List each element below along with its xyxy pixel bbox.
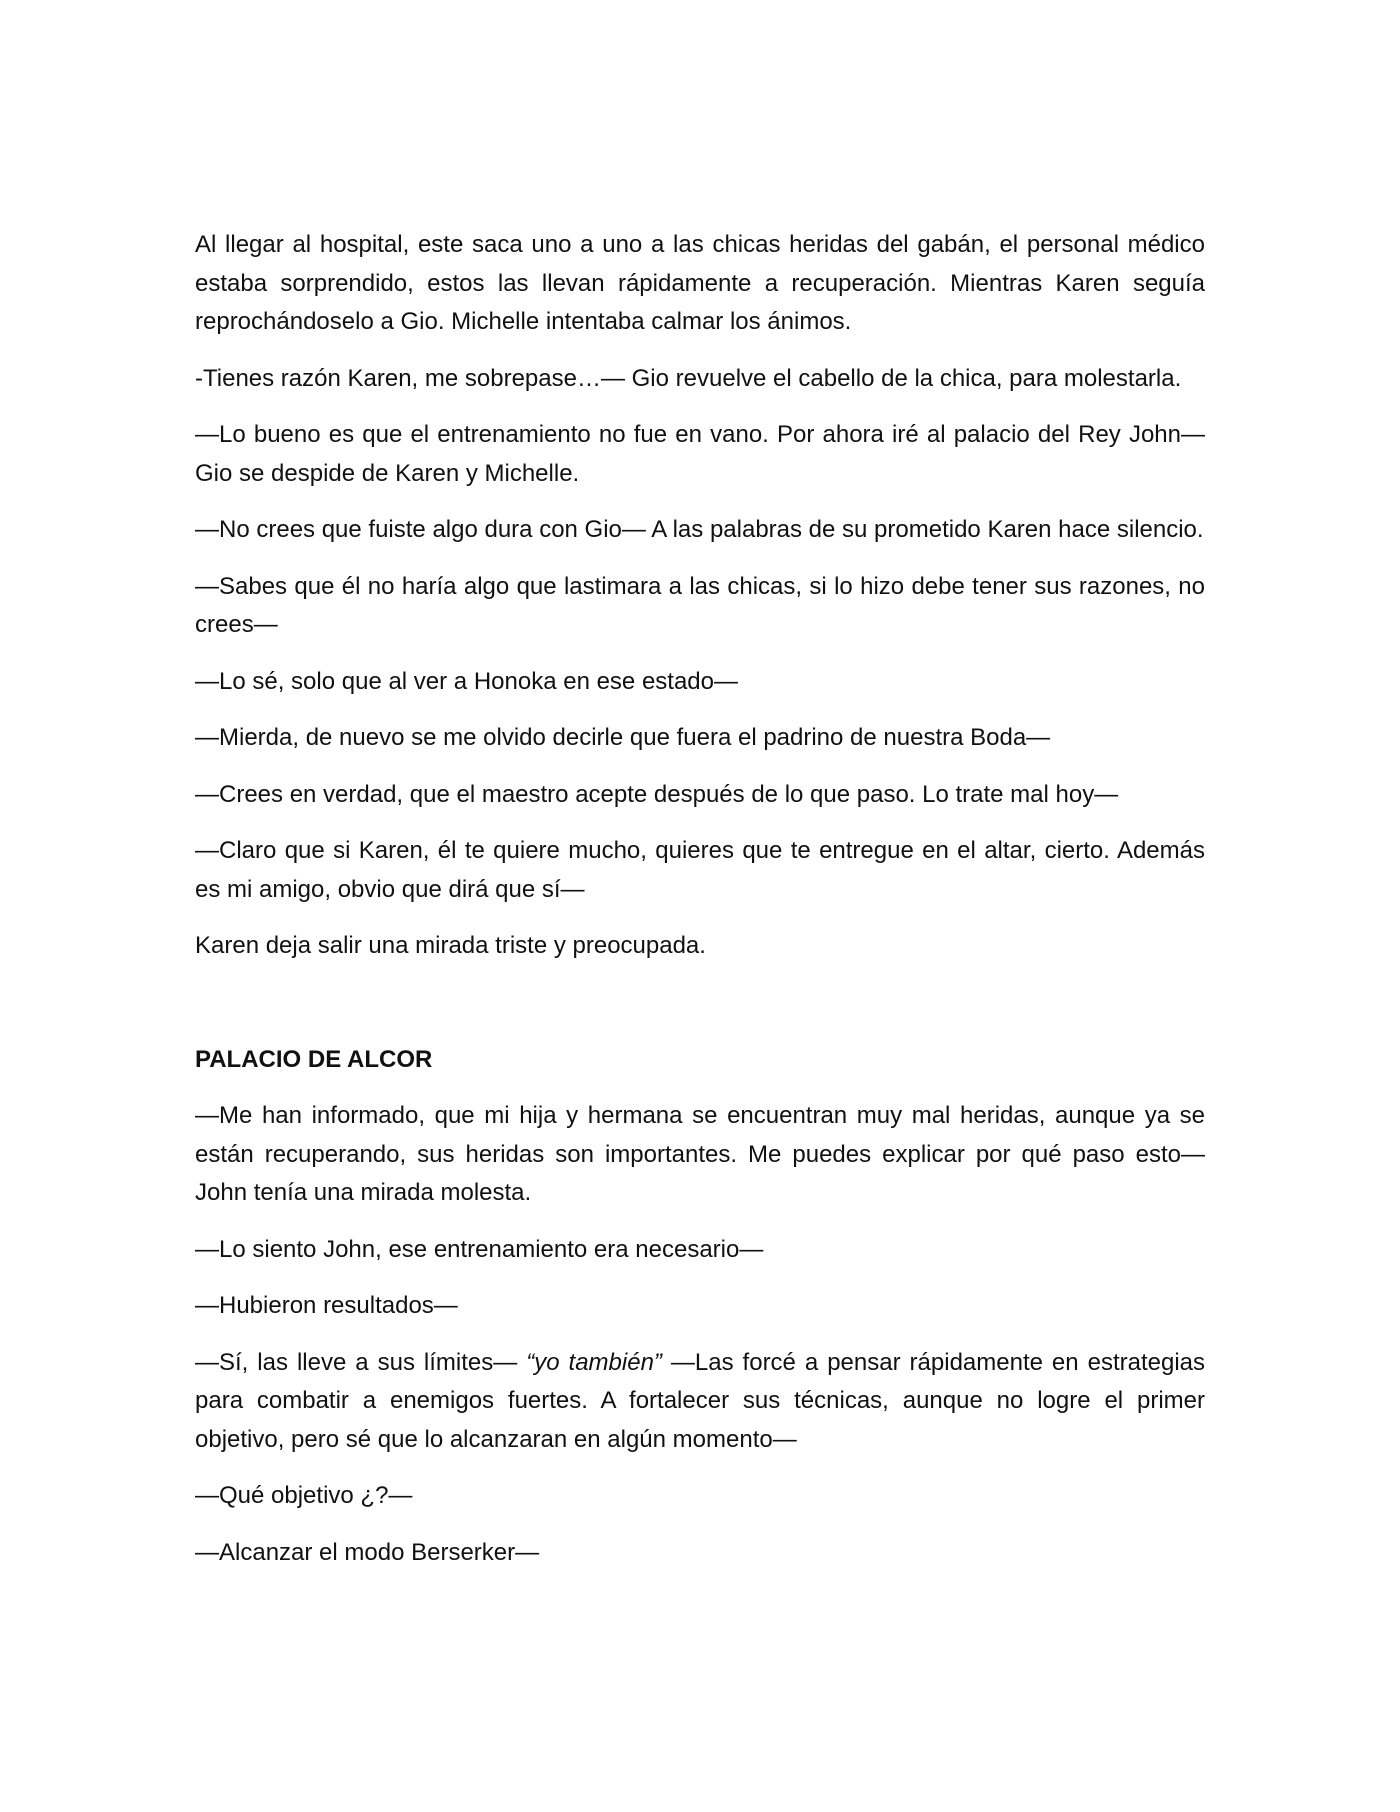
- paragraph: —Qué objetivo ¿?—: [195, 1482, 413, 1509]
- paragraph: —No crees que fuiste algo dura con Gio— A las palabras de su prometido Karen hace silencio.: [195, 516, 1204, 543]
- paragraph: —Alcanzar el modo Berserker—: [195, 1538, 540, 1566]
- paragraph: —Lo siento John, ese entrenamiento era necesario—: [195, 1235, 764, 1263]
- paragraph-text-before: —Sí, las lleve a sus límites—: [195, 1348, 527, 1376]
- document-body: [195, 226, 1205, 1590]
- paragraph: —Me han informado, que mi hija y hermana se encuentran muy mal heridas, aunque ya se están recuperando, sus heridas son importantes. Me puedes explicar por qué paso esto— John tenía una mirada molesta.: [195, 1102, 1205, 1206]
- section-heading: PALACIO DE ALCOR: [195, 1045, 433, 1073]
- paragraph: —Sabes que él no haría algo que lastimara a las chicas, si lo hizo debe tener sus razones, no crees—: [195, 572, 1205, 638]
- paragraph: Al llegar al hospital, este saca uno a uno a las chicas heridas del gabán, el personal médico estaba sorprendido, estos las llevan rápidamente a recuperación. Mientras Karen seguía reprochándoselo a Gio. Michelle intentaba calmar los ánimos.: [195, 231, 1205, 335]
- paragraph: —Hubieron resultados—: [195, 1292, 458, 1319]
- paragraph: —Claro que si Karen, él te quiere mucho, quieres que te entregue en el altar, cierto. Además es mi amigo, obvio que dirá que sí—: [195, 837, 1205, 903]
- italic-quote: “yo también”: [526, 1348, 662, 1376]
- paragraph-text-after: —Las forcé a pensar rápidamente en estrategias para combatir a enemigos fuertes. A fortalecer sus técnicas, aunque no logre el primer objetivo, pero sé que lo alcanzaran en algún momento—: [195, 1348, 1205, 1453]
- paragraph: —Lo bueno es que el entrenamiento no fue en vano. Por ahora iré al palacio del Rey John— Gio se despide de Karen y Michelle.: [195, 421, 1205, 487]
- paragraph: —Mierda, de nuevo se me olvido decirle que fuera el padrino de nuestra Boda—: [195, 724, 1051, 751]
- paragraph: —Lo sé, solo que al ver a Honoka en ese estado—: [195, 667, 738, 695]
- paragraph-with-italic: [195, 1344, 1205, 1460]
- paragraph: -Tienes razón Karen, me sobrepase…— Gio revuelve el cabello de la chica, para molestarla.: [195, 364, 1182, 392]
- paragraph: —Crees en verdad, que el maestro acepte después de lo que paso. Lo trate mal hoy—: [195, 780, 1119, 808]
- paragraph: Karen deja salir una mirada triste y preocupada.: [195, 932, 706, 959]
